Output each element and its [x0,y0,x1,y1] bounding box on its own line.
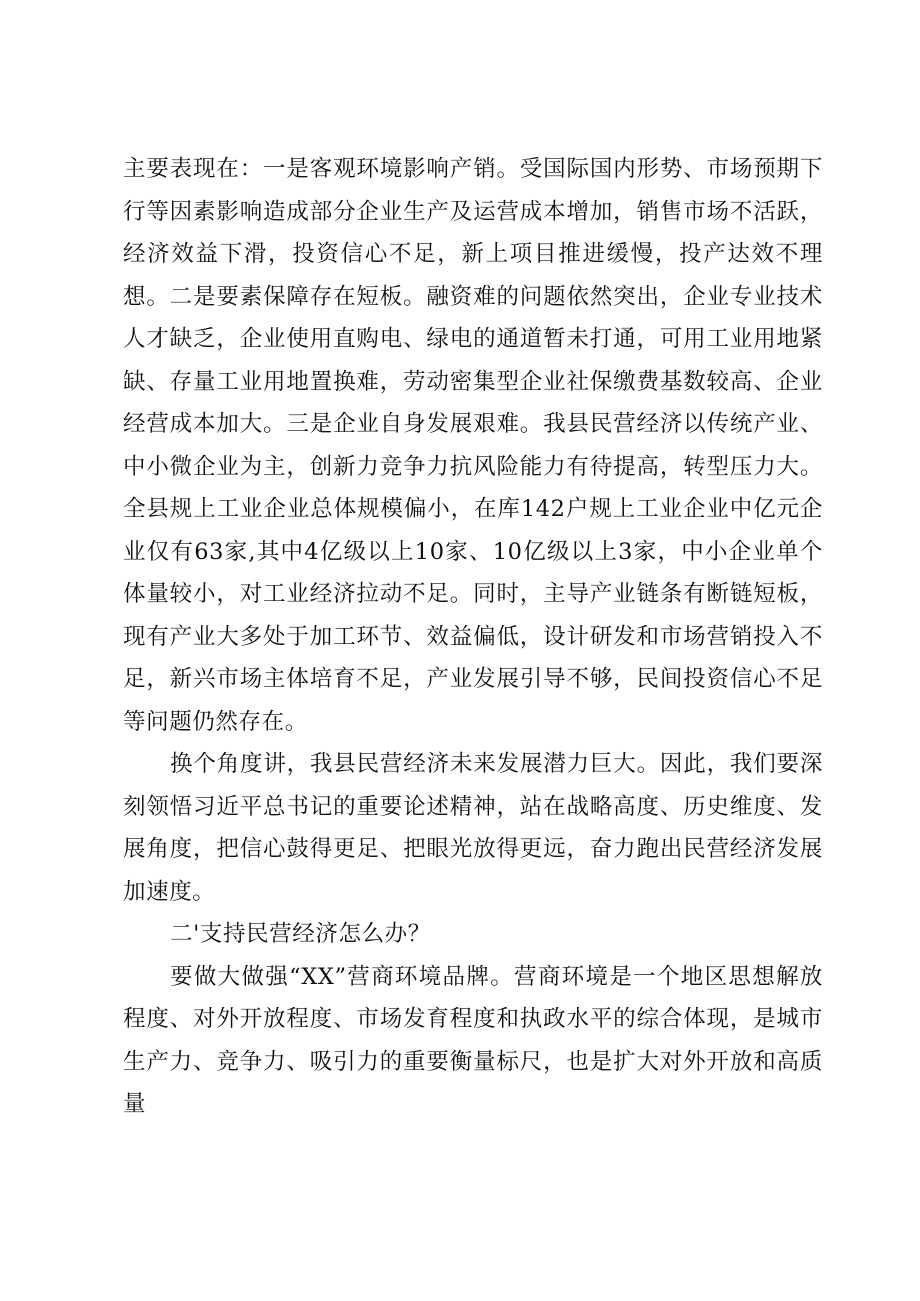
paragraph-business-environment: 要做大做强“XX”营商环境品牌。营商环境是一个地区思想解放程度、对外开放程度、市场发育程度和执政水平的综合体现，是城市生产力、竞争力、吸引力的重要衡量标尺，也是扩大对外开放和高质量 [123,963,823,1117]
section-heading: 二'支持民营经济怎么办？ [170,921,431,947]
document-body [123,148,823,1126]
paragraph-problems: 主要表现在：一是客观环境影响产销。受国际国内形势、市场预期下行等因素影响造成部分企业生产及运营成本增加，销售市场不活跃，经济效益下滑，投资信心不足，新上项目推进缓慢，投产达效不理想。二是要素保障存在短板。融资难的问题依然突出，企业专业技术人才缺乏，企业使用直购电、绿电的通道暂未打通，可用工业用地紧缺、存量工业用地置换难，劳动密集型企业社保缴费基数较高、企业经营成本加大。三是企业自身发展艰难。我县民营经济以传统产业、中小微企业为主，创新力竞争力抗风险能力有待提高，转型压力大。全县规上工业企业总体规模偏小，在库142户规上工业企业中亿元企业仅有63家,其中4亿级以上10家、10亿级以上3家，中小企业单个体量较小，对工业经济拉动不足。同时，主导产业链条有断链短板，现有产业大多处于加工环节、效益偏低，设计研发和市场营销投入不足，新兴市场主体培育不足，产业发展引导不够，民间投资信心不足等问题仍然存在。 [123,156,823,735]
paragraph-potential: 换个角度讲，我县民营经济未来发展潜力巨大。因此，我们要深刻领悟习近平总书记的重要论述精神，站在战略高度、历史维度、发展角度，把信心鼓得更足、把眼光放得更远，奋力跑出民营经济发展加速度。 [123,751,823,905]
